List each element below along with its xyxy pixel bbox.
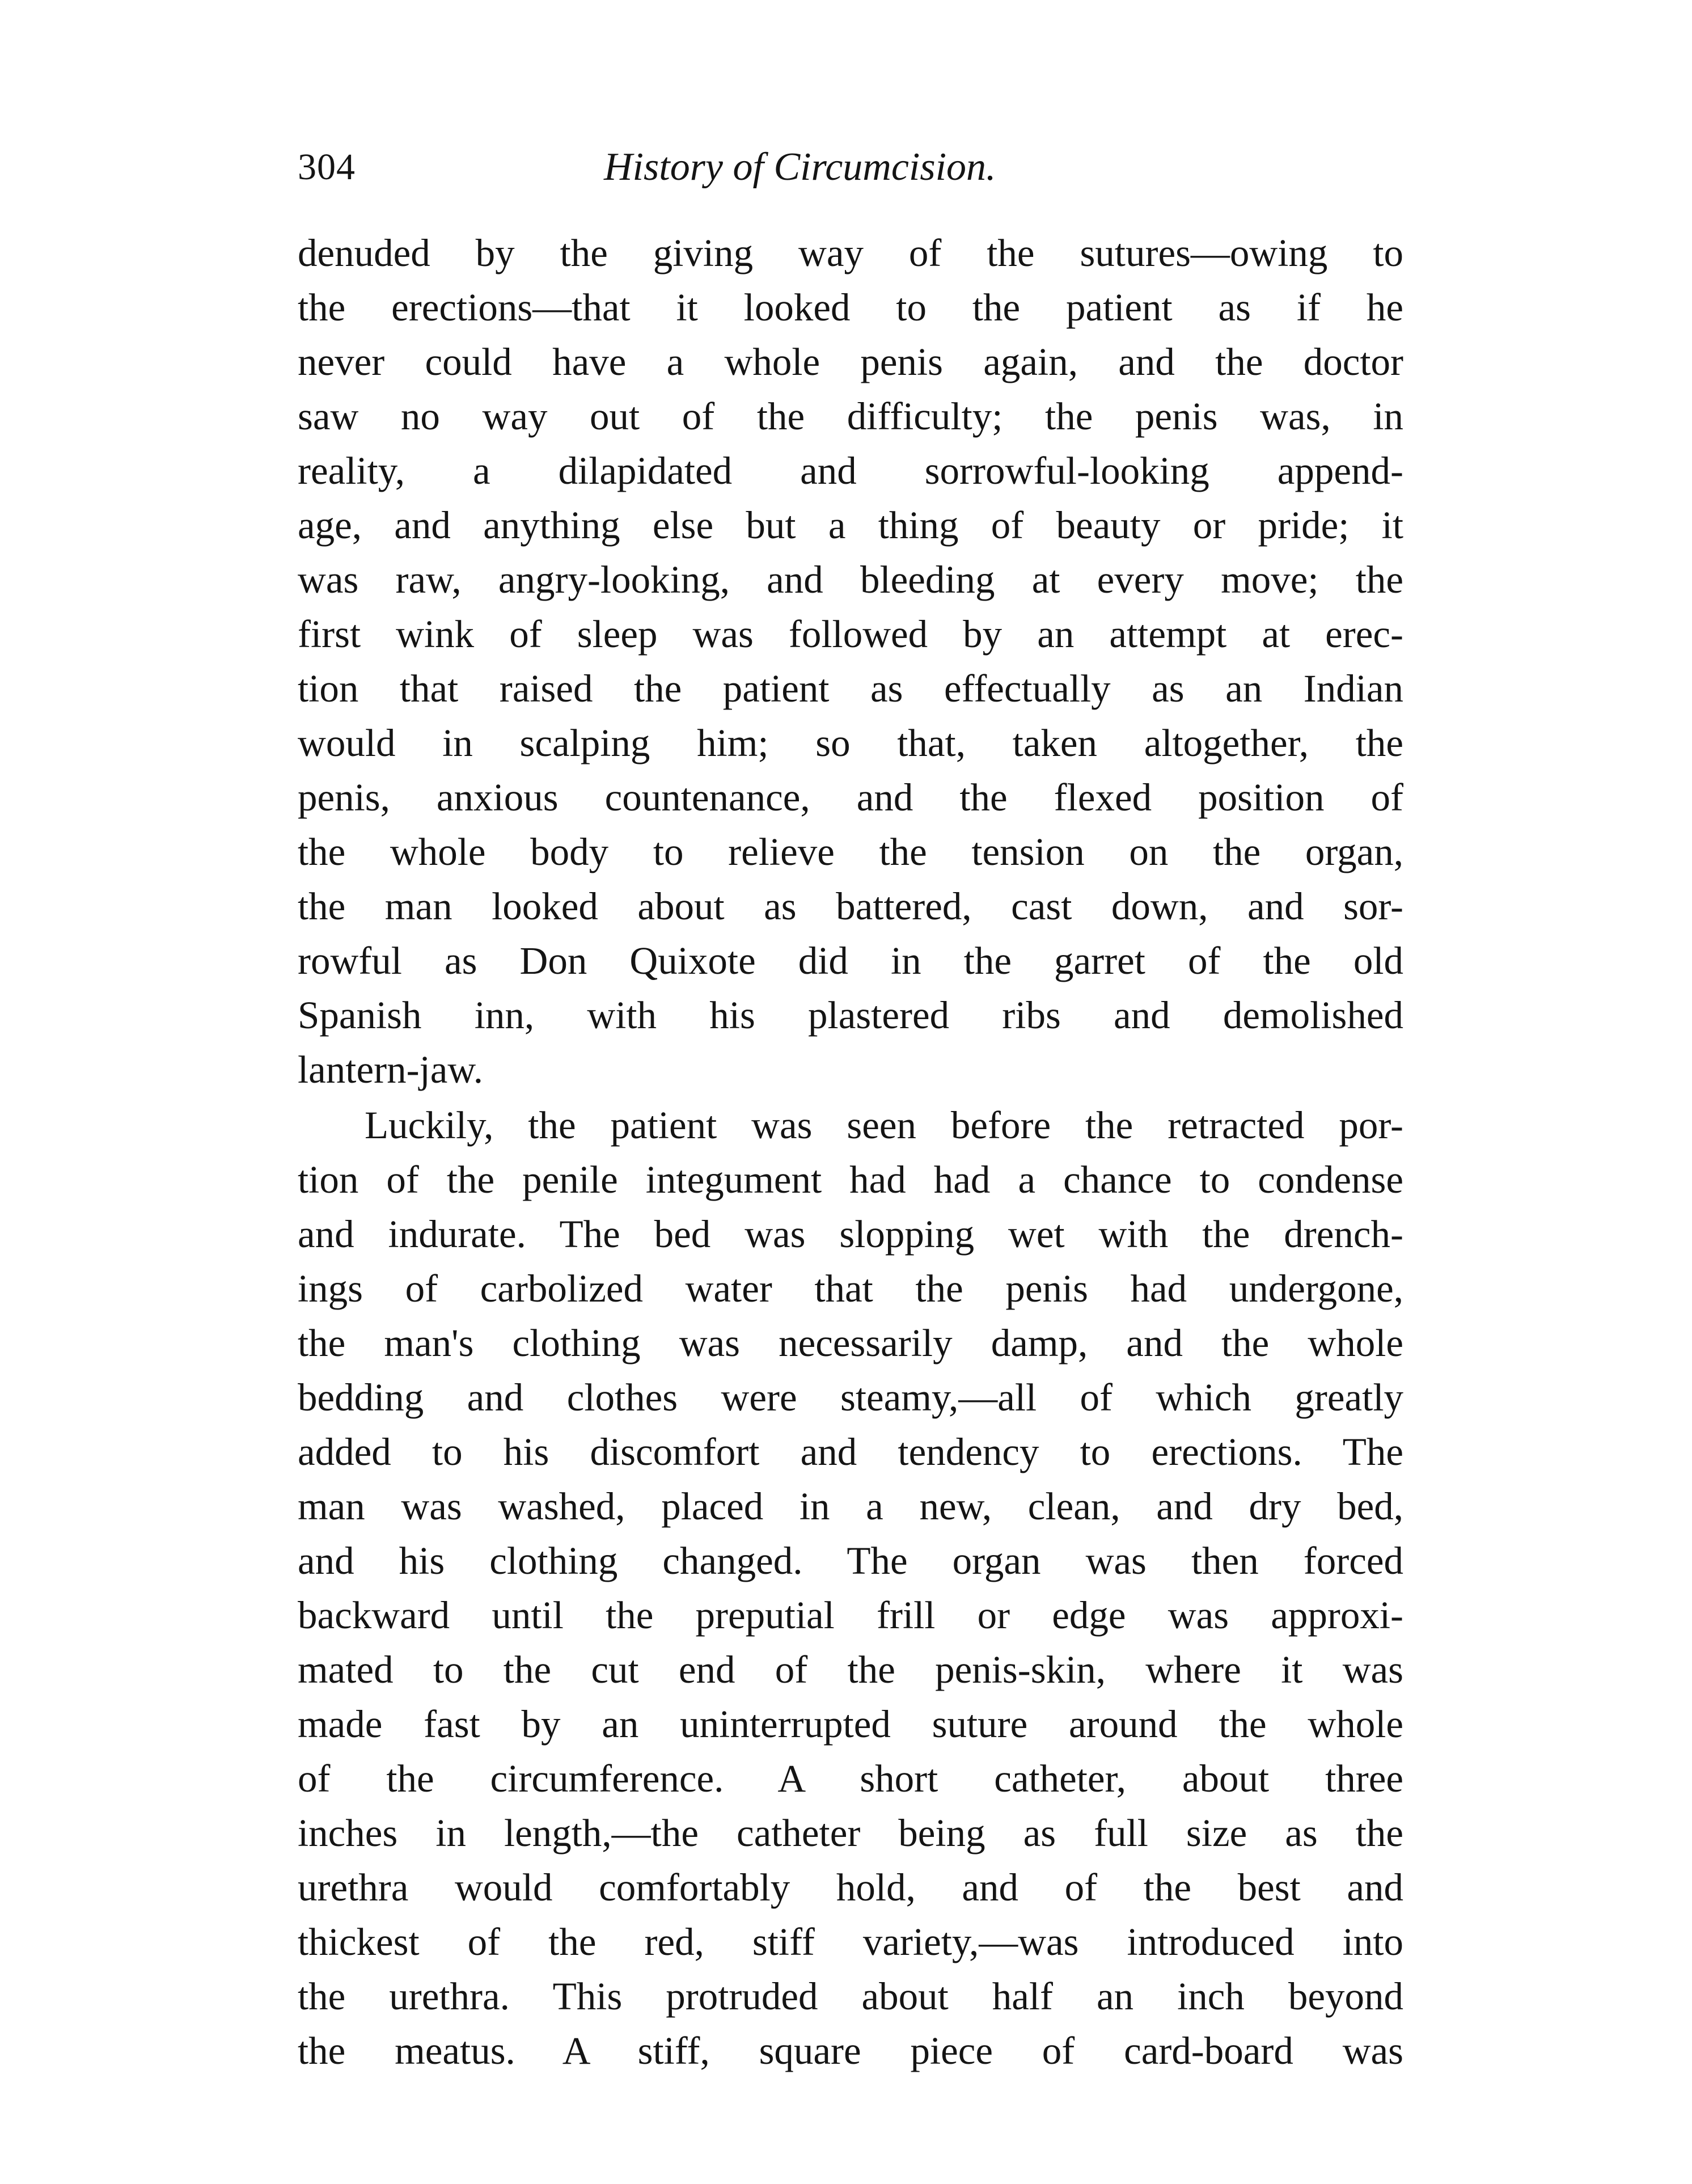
text-line: backward until the preputial frill or edge was approxi-	[298, 1594, 1403, 1637]
text-line: Spanish inn, with his plastered ribs and demolished	[298, 994, 1403, 1037]
text-line: urethra would comfortably hold, and of the best and	[298, 1866, 1403, 1909]
text-line: the man looked about as battered, cast down, and sor-	[298, 885, 1403, 928]
text-line: rowful as Don Quixote did in the garret of the old	[298, 939, 1403, 982]
running-head	[298, 136, 1148, 198]
text-line: would in scalping him; so that, taken altogether, the	[298, 721, 1403, 764]
body-text	[298, 226, 1403, 2078]
text-line: denuded by the giving way of the sutures—owing to	[298, 231, 1403, 274]
running-title: History of Circumcision.	[604, 145, 996, 189]
text-line: reality, a dilapidated and sorrowful-looking append-	[298, 449, 1403, 492]
text-line: lantern-jaw.	[298, 1048, 483, 1091]
text-line: of the circumference. A short catheter, about three	[298, 1757, 1403, 1800]
text-line: penis, anxious countenance, and the flexed position of	[298, 776, 1403, 819]
text-line: made fast by an uninterrupted suture around the whole	[298, 1703, 1403, 1746]
text-line: was raw, angry-looking, and bleeding at every move; the	[298, 558, 1403, 601]
text-line: the erections—that it looked to the patient as if he	[298, 286, 1403, 329]
text-line: first wink of sleep was followed by an attempt at erec-	[298, 612, 1403, 656]
text-line: inches in length,—the catheter being as full size as the	[298, 1811, 1403, 1855]
text-line: the man's clothing was necessarily damp, and the whole	[298, 1321, 1403, 1365]
text-line: age, and anything else but a thing of beauty or pride; it	[298, 504, 1403, 547]
text-line: bedding and clothes were steamy,—all of which greatly	[298, 1376, 1403, 1419]
text-line: mated to the cut end of the penis-skin, where it was	[298, 1648, 1403, 1691]
text-line: added to his discomfort and tendency to erections. The	[298, 1430, 1403, 1473]
page-number: 304	[298, 146, 356, 188]
text-line: and his clothing changed. The organ was then forced	[298, 1539, 1403, 1582]
text-line: the urethra. This protruded about half an inch beyond	[298, 1975, 1403, 2018]
text-line: thickest of the red, stiff variety,—was introduced into	[298, 1920, 1403, 1963]
text-line: the meatus. A stiff, square piece of card-board was	[298, 2029, 1403, 2072]
text-line: the whole body to relieve the tension on the organ,	[298, 830, 1403, 873]
text-line: tion that raised the patient as effectually as an Indian	[298, 667, 1403, 710]
text-line: never could have a whole penis again, and the doctor	[298, 340, 1403, 383]
text-line: Luckily, the patient was seen before the retracted por-	[365, 1104, 1403, 1147]
text-line: saw no way out of the difficulty; the penis was, in	[298, 395, 1403, 438]
paragraph-1	[298, 226, 1403, 1097]
paragraph-2	[298, 1098, 1403, 2078]
text-line: and indurate. The bed was slopping wet with the drench-	[298, 1213, 1403, 1256]
text-line: ings of carbolized water that the penis had undergone,	[298, 1267, 1403, 1310]
text-line: man was washed, placed in a new, clean, and dry bed,	[298, 1485, 1403, 1528]
text-line: tion of the penile integument had had a chance to condense	[298, 1158, 1403, 1201]
